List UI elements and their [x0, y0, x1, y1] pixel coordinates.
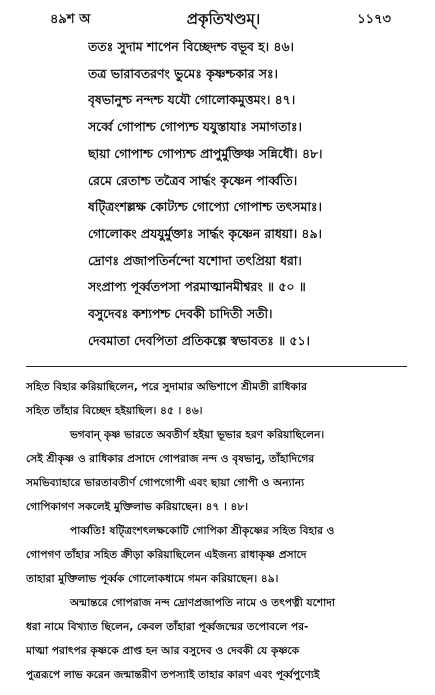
verse-line: দেবমাতা দেবপিতা প্রতিকল্পে স্বভাবতঃ ॥ ৫১। — [88, 332, 310, 348]
section-divider — [26, 366, 407, 367]
commentary-line: ধরা নামে বিখ্যাত ছিলেন, কেবল তাঁহারা পূর্ব্বজন্মের তপোবলে পর- — [26, 621, 309, 634]
verse-line: বসুদেবঃ কশ্যপশ্চ দেবকী চাদিতী সতী। — [88, 306, 273, 322]
page-header — [26, 0, 421, 34]
page-number: ১১৭৩ — [357, 12, 391, 27]
commentary-line: তাহারা মুক্তিলাভ পূর্ব্বক গোলোকধামে গমন করিয়াছেন। ৪৯। — [26, 573, 279, 586]
commentary-line: গোপিকাগণ সকলেই মুক্তিলাভ করিয়াছেন। ৪৭ । ৪৮। — [26, 501, 249, 514]
bengali-commentary — [26, 375, 421, 687]
verse-line: ততঃ সুদাম শাপেন বিচ্ছেদশ্চ বভূব হ। ৪৬। — [88, 39, 294, 54]
commentary-line: সহিত তাঁহার বিচ্ছেদ হইয়াছিল। ৪৫ । ৪৬। — [26, 405, 203, 418]
verse-line: বৃষভানুশ্চ নন্দশ্চ যযৌ গোলোকমুত্তমং। ৪৭। — [88, 92, 296, 108]
verse-line: দ্রোণঃ প্রজাপতির্নন্দো যশোদা তৎপ্রিয়া ধরা। — [88, 252, 302, 268]
verse-line: ষট্ত্রিংশল্লক্ষ কোট্যশ্চ গোপ্যো গোপাশ্চ তৎসমাঃ। — [88, 199, 322, 215]
chapter-number: ৪৯শ অ — [50, 12, 91, 27]
verse-line: গোলোকং প্রযযুর্মুক্তাঃ সার্দ্ধং কৃষ্ণেন রাধয়া। ৪৯। — [88, 225, 322, 241]
commentary-line: পুত্ররূপে লাভ করেন জন্মান্তরীণ তপস্যাই তাহার কারণ এবং পূর্ব্বপুণ্যেই — [26, 669, 320, 682]
commentary-line: ভগবান্ কৃষ্ণ ভারতে অবতীর্ণ হইয়া ভূভার হরণ করিয়াছিলেন। — [70, 429, 325, 442]
page-title: প্রকৃতিখণ্ডম্। — [186, 10, 261, 28]
verse-line: সর্ব্বে গোপাশ্চ গোপ্যশ্চ যযুস্তাযাঃ সমাগতাঃ। — [88, 119, 302, 135]
commentary-line: সমভিব্যাহারে ভারতাবতীর্ণ গোপগোপী এবং ছায়া গোপী ও অন্যান্য — [26, 477, 305, 490]
commentary-line: সহিত বিহার করিয়াছিলেন, পরে সুদামার অভিশাপে শ্রীমতী রাধিকার — [26, 381, 307, 394]
verse-line: সংপ্রাপ্য পূর্ব্বতপসা পরমাত্মানমীশ্বরং ॥ ৫০ ॥ — [88, 279, 306, 295]
commentary-line: অন্মান্তরে গোপরাজ নন্দ দ্রোণপ্রজাপতি নামে ও তৎপত্নী যশোদা — [70, 597, 335, 610]
sanskrit-verses — [26, 34, 421, 354]
verse-line: ছায়া গোপাশ্চ গোপ্যশ্চ প্রাপুর্মুক্তিঞ্চ সন্নিধৌ। ৪৮। — [88, 145, 323, 161]
verse-line: তত্র ভারাবতরণং ভুমেঃ কৃষ্ণশ্চকার সঃ। — [88, 65, 278, 81]
commentary-line: সেই শ্রীকৃষ্ণ ও রাধিকার প্রসাদে গোপরাজ নন্দ ও বৃষভানু, তাঁহাদিগের — [26, 453, 315, 466]
commentary-line: পার্ব্বতি! ষট্ত্রিংশৎলক্ষকোটি গোপিকা শ্রীকৃষ্ণের সহিত বিহার ও — [70, 525, 335, 538]
verse-line: রেমে রেতাশ্চ তত্রৈব সার্দ্ধং কৃষ্ণেন পার্ব্বতি। — [88, 172, 298, 188]
commentary-line: মাত্মা পরাৎপর কৃষ্ণকে প্রাপ্ত হন আর বসুদেব ও দেবকী যে কৃষ্ণকে — [26, 645, 300, 658]
commentary-line: গোপগণ তাঁহার সহিত ক্রীড়া করিয়াছিলেন এইজন্য রাধাকৃষ্ণ প্রসাদে — [26, 549, 307, 562]
